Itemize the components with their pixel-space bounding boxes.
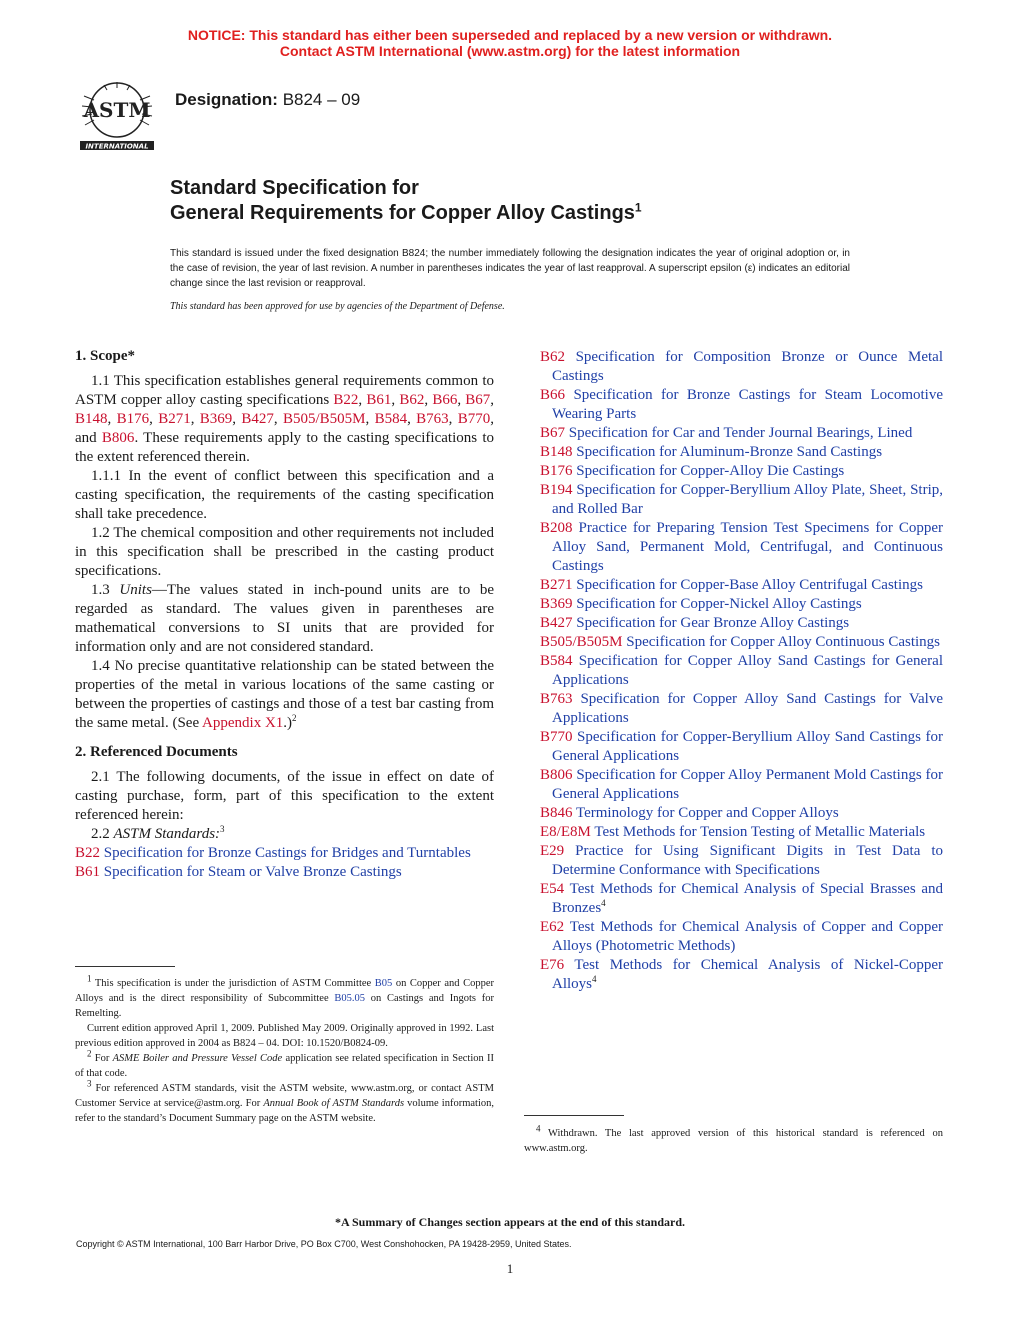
- footnote-3-mark: 3: [87, 1078, 92, 1089]
- reference-code-link[interactable]: B584: [540, 653, 573, 669]
- designation-label: Designation:: [175, 90, 278, 109]
- inline-reference-link[interactable]: B505/B505M: [282, 411, 366, 427]
- reference-code-link[interactable]: B806: [540, 767, 573, 783]
- p2-2-label: ASTM Standards:: [113, 826, 221, 842]
- reference-code-link[interactable]: B505/B505M: [540, 634, 623, 650]
- reference-title-link[interactable]: Specification for Copper-Beryllium Alloy Plate, Sheet, Strip, and Rolled Bar: [552, 482, 944, 517]
- supersession-notice: [0, 27, 1020, 59]
- reference-title-link[interactable]: Specification for Bronze Castings for Bridges and Turntables: [103, 845, 471, 861]
- designation-code: B824 – 09: [282, 90, 361, 109]
- footnote-1-mark: 1: [87, 973, 92, 984]
- reference-spacer: [564, 957, 574, 973]
- ref-separator: , and: [75, 411, 495, 446]
- reference-footnote-mark: 4: [601, 898, 606, 908]
- inline-reference-link[interactable]: B806: [101, 430, 135, 446]
- paragraph-1-2: 1.2 The chemical composition and other requirements not included in this specification shall be prescribed in the casting product specifications.: [75, 525, 494, 579]
- reference-list-left: [75, 844, 494, 882]
- footnote-4-mark: 4: [536, 1123, 541, 1134]
- reference-entry: [540, 348, 943, 386]
- reference-title-link[interactable]: Specification for Copper Alloy Permanent Mold Castings for General Applications: [552, 767, 943, 802]
- p1-4-text-b: .): [283, 715, 293, 731]
- reference-code-link[interactable]: E54: [540, 881, 565, 897]
- footnote-3-book-title: Annual Book of ASTM Standards: [263, 1098, 405, 1109]
- ref-separator: ,: [424, 392, 433, 408]
- page-number: 1: [506, 1261, 514, 1276]
- reference-title-link[interactable]: Specification for Steam or Valve Bronze Castings: [103, 864, 402, 880]
- reference-entry: [540, 652, 943, 690]
- reference-entry: [540, 519, 943, 576]
- inline-reference-link[interactable]: B61: [366, 392, 392, 408]
- ref-separator: ,: [107, 411, 117, 427]
- ref-separator: ,: [358, 392, 367, 408]
- title-main: General Requirements for Copper Alloy Castings: [170, 202, 635, 224]
- ref-separator: ,: [365, 411, 375, 427]
- section-scope-heading: 1. Scope*: [75, 348, 135, 364]
- reference-entry: [540, 880, 943, 918]
- p2-2-footnote-mark: 3: [220, 824, 225, 834]
- reference-title-link[interactable]: Test Methods for Chemical Analysis of Copper and Copper Alloys (Photometric Methods): [552, 919, 944, 954]
- reference-entry: [75, 844, 494, 863]
- footnotes-left: [75, 973, 495, 1126]
- logo-lettering: ASTM: [83, 98, 151, 122]
- reference-entry: [540, 462, 943, 481]
- reference-code-link[interactable]: B22: [75, 845, 101, 861]
- designation: [175, 90, 360, 110]
- paragraph-1-3: [75, 581, 494, 657]
- reference-title-link[interactable]: Terminology for Copper and Copper Alloys: [576, 805, 839, 821]
- p1-3-units-label: Units: [119, 582, 152, 598]
- ref-separator: ,: [149, 411, 159, 427]
- footnote-4: [524, 1123, 943, 1156]
- reference-code-link[interactable]: E76: [540, 957, 565, 973]
- committee-b05-link[interactable]: B05: [374, 978, 393, 989]
- ref-separator: ,: [273, 411, 283, 427]
- footnote-2-text-b: application see related specification in Section II of that code.: [75, 1053, 494, 1079]
- footnote-1: [75, 973, 495, 1021]
- reference-title-link[interactable]: Test Methods for Chemical Analysis of Special Brasses and Bronzes: [552, 881, 943, 916]
- inline-reference-link[interactable]: B62: [399, 392, 425, 408]
- reference-code-link[interactable]: B846: [540, 805, 573, 821]
- summary-of-changes-note: *A Summary of Changes section appears at the end of this standard.: [334, 1215, 686, 1229]
- reference-spacer: [564, 843, 575, 859]
- reference-title-link[interactable]: Specification for Copper-Beryllium Alloy Sand Castings for General Applications: [552, 729, 944, 764]
- reference-entry: [540, 766, 943, 804]
- reference-entry: [540, 633, 943, 652]
- reference-entry: [540, 918, 943, 956]
- reference-code-link[interactable]: E29: [540, 843, 565, 859]
- reference-title-link[interactable]: Specification for Copper-Nickel Alloy Castings: [576, 596, 862, 612]
- reference-code-link[interactable]: B176: [540, 463, 573, 479]
- reference-title-link[interactable]: Specification for Copper Alloy Continuous Castings: [626, 634, 940, 650]
- ref-separator: ,: [407, 411, 417, 427]
- reference-code-link[interactable]: B148: [540, 444, 573, 460]
- reference-code-link[interactable]: B67: [540, 425, 566, 441]
- footnote-2-mark: 2: [87, 1048, 92, 1059]
- p1-3-number: 1.3: [91, 582, 120, 598]
- reference-entry: [540, 576, 943, 595]
- reference-title-link[interactable]: Specification for Bronze Castings for Steam Locomotive Wearing Parts: [552, 387, 943, 422]
- reference-title-link[interactable]: Test Methods for Tension Testing of Metallic Materials: [594, 824, 926, 840]
- reference-title-link[interactable]: Specification for Gear Bronze Alloy Castings: [576, 615, 850, 631]
- inline-reference-link[interactable]: B271: [158, 411, 191, 427]
- inline-reference-link[interactable]: B67: [465, 392, 491, 408]
- document-title: [170, 176, 642, 226]
- ref-separator: ,: [457, 392, 466, 408]
- reference-spacer: [565, 349, 576, 365]
- astm-logo-icon: [76, 80, 158, 152]
- reference-code-link[interactable]: B66: [540, 387, 566, 403]
- footnote-3-text-a: For referenced ASTM standards, visit the ASTM website, www.astm.org, or contact ASTM Customer Service at service@astm.org. For: [75, 1083, 495, 1109]
- footnotes-right: [524, 1123, 943, 1156]
- p2-2-number: 2.2: [91, 826, 114, 842]
- reference-footnote-mark: 4: [592, 974, 597, 984]
- reference-entry: [540, 956, 943, 994]
- reference-entry: [540, 424, 943, 443]
- ref-separator: ,: [448, 411, 458, 427]
- reference-code-link[interactable]: B62: [540, 349, 566, 365]
- inline-reference-link[interactable]: B148: [75, 411, 108, 427]
- p1-4-footnote-mark: 2: [292, 713, 297, 723]
- reference-title-link[interactable]: Specification for Copper Alloy Sand Castings for General Applications: [552, 653, 943, 688]
- notice-line-1: NOTICE: This standard has either been superseded and replaced by a new version or withdrawn.: [187, 27, 833, 43]
- inline-reference-link[interactable]: B770: [457, 411, 491, 427]
- reference-code-link[interactable]: B61: [75, 864, 101, 880]
- reference-list-right: [540, 348, 943, 994]
- preamble: This standard is issued under the fixed designation B824; the number immediately following the designation indicates the year of original adoption or, in the case of revision, the year of last revision. A number in parentheses indicates the year of last reapproval. A superscript epsilon (ε) indicates an editorial change since the last revision or reapproval.: [170, 248, 850, 289]
- astm-logo: [76, 80, 158, 152]
- reference-entry: [540, 443, 943, 462]
- reference-code-link[interactable]: B770: [540, 729, 573, 745]
- inline-reference-link[interactable]: B369: [199, 411, 233, 427]
- footnote-2: [75, 1048, 494, 1081]
- reference-title-link[interactable]: Specification for Aluminum-Bronze Sand Castings: [576, 444, 883, 460]
- footnote-1-edition: Current edition approved April 1, 2009. Published May 2009. Originally approved in 1992. Last previous edition approved in 2004 as B824 – 04. DOI: 10.1520/B0824-09.: [75, 1023, 494, 1049]
- inline-reference-link[interactable]: B427: [241, 411, 274, 427]
- inline-reference-link[interactable]: B66: [432, 392, 458, 408]
- reference-title-link[interactable]: Specification for Copper-Alloy Die Castings: [576, 463, 845, 479]
- reference-title-link[interactable]: Practice for Using Significant Digits in Test Data to Determine Conformance with Specifications: [552, 843, 943, 878]
- footnote-1-text-a: This specification is under the jurisdiction of ASTM Committee: [94, 978, 375, 989]
- ref-separator: ,: [190, 411, 200, 427]
- reference-title-link[interactable]: Specification for Car and Tender Journal Bearings, Lined: [568, 425, 913, 441]
- reference-entry: [540, 842, 943, 880]
- reference-entry: [540, 595, 943, 614]
- footnote-3: [75, 1078, 495, 1126]
- reference-entry: [540, 614, 943, 633]
- reference-code-link[interactable]: E8/E8M: [540, 824, 591, 840]
- inline-reference-link[interactable]: B176: [116, 411, 150, 427]
- reference-code-link[interactable]: B208: [540, 520, 573, 536]
- reference-entry: [540, 690, 943, 728]
- title-line-2: [170, 201, 642, 226]
- subcommittee-b05-05-link[interactable]: B05.05: [334, 993, 365, 1004]
- reference-code-link[interactable]: E62: [540, 919, 565, 935]
- left-column: [75, 347, 494, 882]
- footnote-1-text-c: on Castings and Ingots for Remelting.: [75, 993, 495, 1019]
- ref-separator: ,: [490, 392, 495, 408]
- dod-approval-note: This standard has been approved for use by agencies of the Department of Defense.: [170, 301, 505, 312]
- copyright-line: Copyright © ASTM International, 100 Barr Harbor Drive, PO Box C700, West Conshohocken, PA 19428-2959, United States.: [76, 1239, 572, 1249]
- p1-3-text: —The values stated in inch-pound units are to be regarded as standard. The values given in parentheses are mathematical conversions to SI units that are provided for information only and are not considered standard.: [75, 582, 494, 655]
- paragraph-1-1: [75, 372, 494, 467]
- footnote-1-text-b: on Copper and Copper Alloys and is the direct responsibility of Subcommittee: [75, 978, 494, 1004]
- reference-code-link[interactable]: B194: [540, 482, 573, 498]
- ref-separator: ,: [232, 411, 242, 427]
- inline-reference-link[interactable]: B584: [374, 411, 408, 427]
- paragraph-2-2: [75, 825, 494, 844]
- reference-entry: [540, 481, 943, 519]
- reference-entry: [540, 728, 943, 766]
- inline-reference-link[interactable]: B763: [416, 411, 449, 427]
- reference-title-link[interactable]: Test Methods for Chemical Analysis of Nickel-Copper Alloys: [552, 957, 943, 992]
- ref-separator: ,: [391, 392, 400, 408]
- reference-code-link[interactable]: B271: [540, 577, 573, 593]
- title-footnote-mark: 1: [634, 200, 642, 215]
- appendix-x1-link[interactable]: Appendix X1: [202, 715, 284, 731]
- reference-title-link[interactable]: Specification for Copper-Base Alloy Centrifugal Castings: [576, 577, 923, 593]
- right-column: [540, 348, 943, 994]
- reference-code-link[interactable]: B369: [540, 596, 573, 612]
- reference-title-link[interactable]: Specification for Composition Bronze or Ounce Metal Castings: [552, 349, 943, 384]
- inline-reference-link[interactable]: B22: [333, 392, 359, 408]
- p1-1-text-a: 1.1 This specification establishes general requirements common to ASTM copper alloy casting specifications: [75, 373, 494, 408]
- reference-title-link[interactable]: Practice for Preparing Tension Test Specimens for Copper Alloy Sand, Permanent Mold, Centrifugal, and Continuous Castings: [552, 520, 943, 574]
- footnote-rule-left: [75, 966, 175, 967]
- reference-code-link[interactable]: B427: [540, 615, 573, 631]
- paragraph-1-4: [75, 657, 494, 733]
- reference-entry: [540, 386, 943, 424]
- footnote-2-code-title: ASME Boiler and Pressure Vessel Code: [112, 1053, 283, 1064]
- footnote-2-text-a: For: [94, 1053, 113, 1064]
- section-referenced-documents-heading: 2. Referenced Documents: [75, 744, 238, 760]
- p1-1-text-b: . These requirements apply to the casting specifications to the extent referenced therein.: [75, 430, 494, 465]
- paragraph-2-1: 2.1 The following documents, of the issue in effect on date of casting purchase, form, part of this specification to the extent referenced herein:: [75, 769, 494, 823]
- reference-entry: [540, 804, 943, 823]
- footnote-4-text: Withdrawn. The last approved version of this historical standard is referenced on www.astm.org.: [524, 1128, 943, 1154]
- footnote-rule-right: [524, 1115, 624, 1116]
- reference-code-link[interactable]: B763: [540, 691, 573, 707]
- notice-line-2: Contact ASTM International (www.astm.org) for the latest information: [279, 43, 741, 59]
- title-line-1: Standard Specification for: [170, 177, 419, 199]
- reference-entry: [75, 863, 494, 882]
- logo-international: INTERNATIONAL: [85, 142, 149, 151]
- reference-title-link[interactable]: Specification for Copper Alloy Sand Castings for Valve Applications: [552, 691, 944, 726]
- footnote-3-text-b: volume information, refer to the standard’s Document Summary page on the ASTM website.: [75, 1098, 494, 1124]
- reference-entry: [540, 823, 943, 842]
- paragraph-1-1-1: 1.1.1 In the event of conflict between this specification and a casting specification, the requirements of the casting specification shall take precedence.: [75, 468, 494, 522]
- p1-4-text-a: 1.4 No precise quantitative relationship can be stated between the properties of the metal in various locations of the same casting or between the properties of castings and those of a test bar casting from the same metal. (See: [75, 658, 494, 731]
